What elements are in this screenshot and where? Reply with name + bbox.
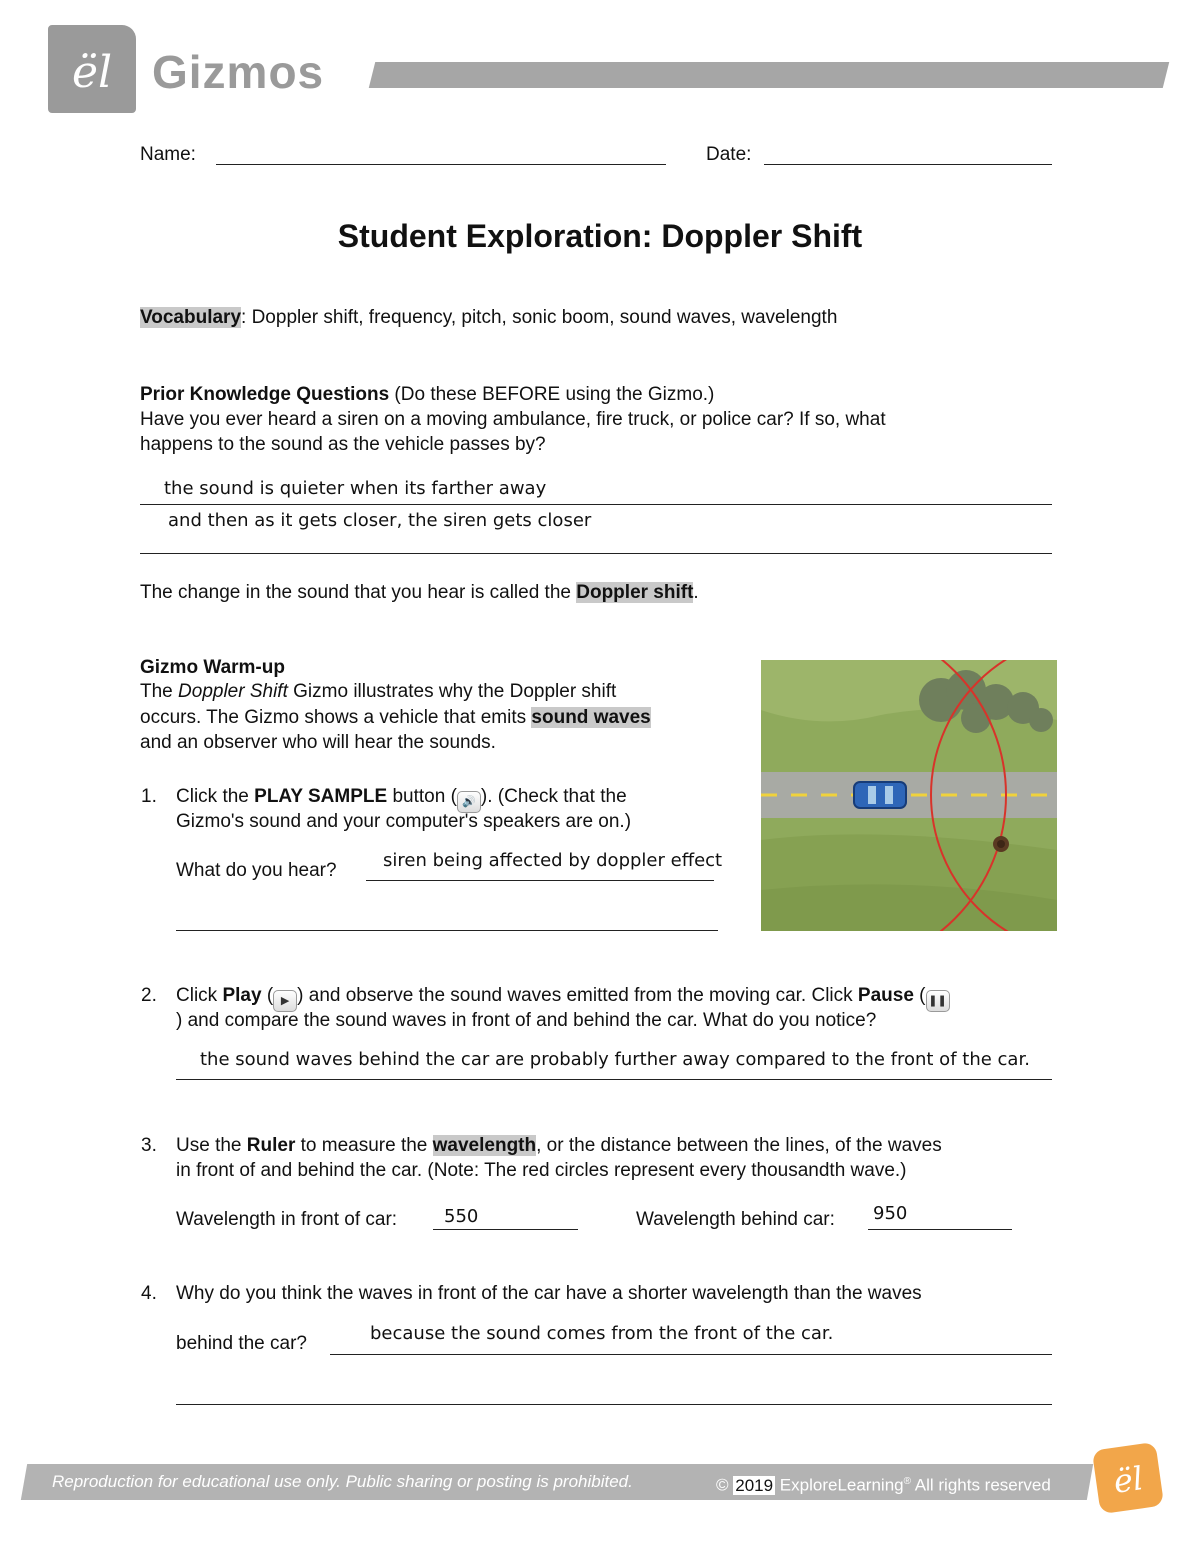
- q1-number: 1.: [141, 786, 157, 807]
- front-wavelength-line: [433, 1229, 578, 1230]
- footer-copyright: [716, 1471, 1051, 1497]
- logo-text: Gizmos: [152, 46, 325, 98]
- q1-answer-line-2: [176, 930, 718, 931]
- q1-text: button (: [387, 786, 457, 807]
- prior-knowledge-heading: [140, 382, 714, 408]
- definition-period: .: [693, 582, 699, 603]
- q4-answer-line-2: [176, 1404, 1052, 1405]
- behind-wavelength-value[interactable]: 950: [873, 1203, 908, 1224]
- warmup-heading: Gizmo Warm-up: [140, 657, 285, 678]
- gizmos-logo-icon: [48, 25, 136, 113]
- warmup-text: The: [140, 681, 179, 702]
- answer-line-1: [140, 504, 1052, 505]
- q1-text: ). (Check that the: [480, 786, 627, 807]
- header-bar: [369, 62, 1169, 88]
- warmup-italic: Doppler Shift: [178, 681, 288, 702]
- pause-icon[interactable]: ❚❚: [926, 990, 950, 1012]
- name-label: Name:: [140, 144, 196, 165]
- copyright-year: 2019: [735, 1475, 774, 1495]
- warmup-text: Gizmo illustrates why the Doppler shift: [287, 681, 617, 702]
- gizmo-screenshot: [761, 660, 1057, 931]
- prior-answer-line1[interactable]: the sound is quieter when its farther away: [164, 478, 547, 499]
- q1-answer[interactable]: siren being affected by doppler effect: [383, 850, 723, 871]
- behind-wavelength-label: Wavelength behind car:: [636, 1209, 835, 1230]
- q1-answer-line: [366, 880, 714, 881]
- q3-term: wavelength: [432, 1135, 537, 1156]
- warmup-line2: [140, 705, 651, 731]
- q1-bold: PLAY SAMPLE: [254, 786, 388, 807]
- vocabulary: [140, 305, 837, 331]
- footer-notice: Reproduction for educational use only. Public sharing or posting is prohibited.: [52, 1472, 633, 1491]
- q4-answer[interactable]: because the sound comes from the front of the car.: [370, 1323, 834, 1344]
- front-wavelength-label: Wavelength in front of car:: [176, 1209, 398, 1230]
- q2-answer[interactable]: the sound waves behind the car are probably further away compared to the front of the car.: [200, 1049, 1030, 1070]
- copyright-company: ExploreLearning: [775, 1475, 904, 1495]
- q2-bold: Play: [222, 985, 262, 1006]
- vocabulary-list: : Doppler shift, frequency, pitch, sonic boom, sound waves, wavelength: [241, 307, 838, 328]
- page-title: Student Exploration: Doppler Shift: [337, 218, 863, 254]
- q1-line2: Gizmo's sound and your computer's speakers are on.): [176, 811, 632, 832]
- front-wavelength-value[interactable]: 550: [444, 1206, 479, 1227]
- answer-line-2: [140, 553, 1052, 554]
- q3-number: 3.: [141, 1135, 157, 1156]
- name-field[interactable]: [216, 164, 666, 165]
- warmup-term: sound waves: [531, 707, 651, 728]
- svg-text:ël: ël: [71, 47, 113, 98]
- doppler-definition: [140, 580, 699, 606]
- q3-line1: [176, 1133, 942, 1159]
- q2-answer-line: [176, 1079, 1052, 1080]
- q2-text: Click: [176, 985, 223, 1006]
- warmup-line3: and an observer who will hear the sounds.: [140, 732, 496, 753]
- vocabulary-label: Vocabulary: [140, 307, 242, 328]
- q2-text: (: [261, 985, 274, 1006]
- q4-line1: Why do you think the waves in front of the car have a shorter wavelength than the waves: [176, 1283, 922, 1304]
- q3-line2: in front of and behind the car. (Note: The red circles represent every thousandth wave.): [176, 1160, 907, 1181]
- q3-text: , or the distance between the lines, of the waves: [536, 1135, 942, 1156]
- registered-mark: ®: [903, 1476, 911, 1487]
- definition-term: Doppler shift: [576, 582, 694, 603]
- play-sample-speaker-icon[interactable]: 🔊: [457, 791, 481, 813]
- prior-question-line2: happens to the sound as the vehicle passes by?: [140, 434, 546, 455]
- q2-text: ) and observe the sound waves emitted from the moving car. Click: [297, 985, 858, 1006]
- q1-text: Click the: [176, 786, 255, 807]
- q4-number: 4.: [141, 1283, 157, 1304]
- behind-wavelength-line: [868, 1229, 1012, 1230]
- q2-line2: ) and compare the sound waves in front of and behind the car. What do you notice?: [176, 1010, 877, 1031]
- copyright-rights: All rights reserved: [910, 1475, 1051, 1495]
- definition-text: The change in the sound that you hear is called the: [140, 582, 577, 603]
- warmup-line1: [140, 679, 616, 705]
- q2-number: 2.: [141, 985, 157, 1006]
- q4-answer-line: [330, 1354, 1052, 1355]
- q2-bold: Pause: [857, 985, 914, 1006]
- svg-text:ël: ël: [1111, 1459, 1146, 1501]
- q3-text: to measure the: [295, 1135, 433, 1156]
- q3-text: Use the: [176, 1135, 247, 1156]
- prior-answer-line2[interactable]: and then as it gets closer, the siren gets closer: [168, 510, 592, 531]
- header: [0, 0, 1200, 120]
- date-label: Date:: [706, 144, 752, 165]
- warmup-text: occurs. The Gizmo shows a vehicle that emits: [140, 707, 532, 728]
- q1-prompt: What do you hear?: [176, 860, 337, 881]
- car-icon: [854, 782, 906, 808]
- play-icon[interactable]: ▶: [273, 990, 297, 1012]
- explorelearning-logo-icon: [1092, 1442, 1164, 1514]
- q4-prompt: behind the car?: [176, 1333, 307, 1354]
- prior-heading-note: (Do these BEFORE using the Gizmo.): [389, 384, 715, 405]
- prior-question-line1: Have you ever heard a siren on a moving ambulance, fire truck, or police car? If so, what: [140, 409, 886, 430]
- q3-bold: Ruler: [246, 1135, 296, 1156]
- q2-text: (: [913, 985, 926, 1006]
- observer-icon: [993, 836, 1009, 852]
- copyright-symbol: ©: [716, 1475, 734, 1495]
- date-field[interactable]: [764, 164, 1052, 165]
- prior-heading-bold: Prior Knowledge Questions: [140, 384, 390, 405]
